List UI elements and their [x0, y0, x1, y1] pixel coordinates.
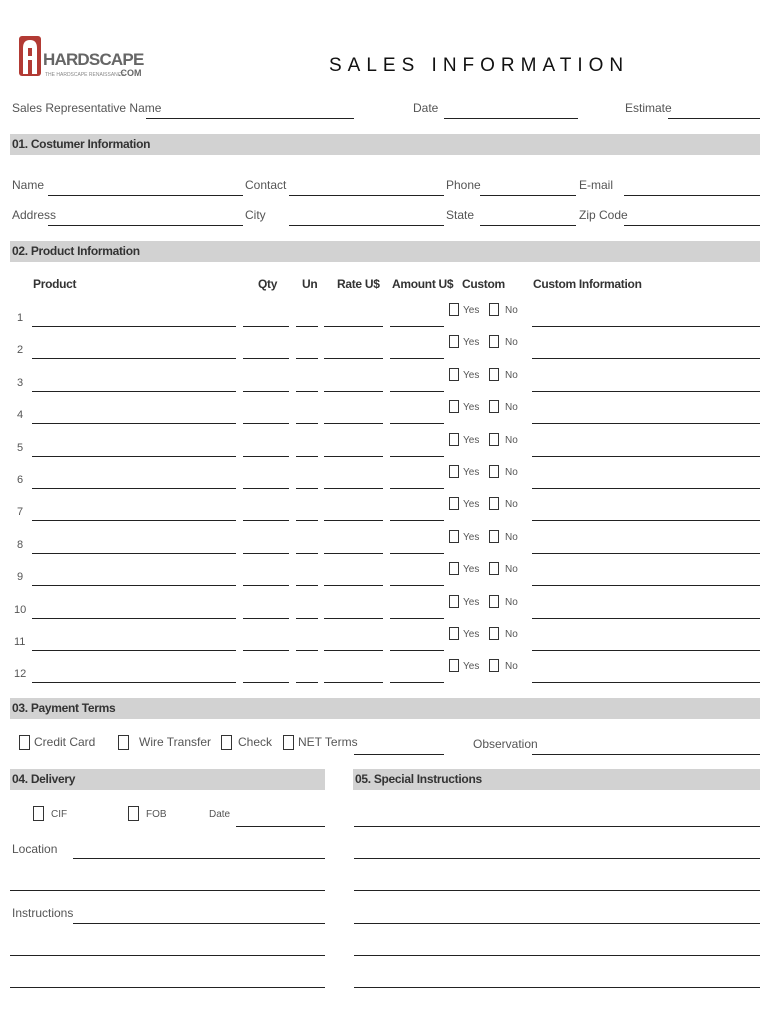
un-field[interactable]	[296, 488, 318, 489]
credit-card-checkbox[interactable]	[19, 735, 30, 750]
section-product-header	[10, 241, 760, 262]
custom-no-label: No	[505, 305, 518, 316]
section-customer-header	[10, 134, 760, 155]
amount-field[interactable]	[390, 391, 444, 392]
section-delivery-header	[10, 769, 325, 790]
svg-text:THE HARDSCAPE RENAISSANCE: THE HARDSCAPE RENAISSANCE	[45, 72, 125, 78]
wire-transfer-label: Wire Transfer	[139, 735, 212, 749]
amount-field[interactable]	[390, 585, 444, 586]
un-field[interactable]	[296, 650, 318, 651]
email-field[interactable]	[624, 195, 760, 196]
custom-yes-label: Yes	[463, 661, 480, 672]
amount-field[interactable]	[390, 326, 444, 327]
custom-yes-checkbox[interactable]	[449, 368, 459, 381]
custom-yes-label: Yes	[463, 305, 480, 316]
amount-field[interactable]	[390, 618, 444, 619]
fob-label: FOB	[146, 809, 167, 820]
custom-yes-checkbox[interactable]	[449, 335, 459, 348]
observation-label: Observation	[473, 737, 538, 751]
un-field[interactable]	[296, 326, 318, 327]
estimate-field[interactable]	[668, 118, 760, 119]
city-field[interactable]	[289, 225, 444, 226]
special-instructions-line[interactable]	[354, 890, 760, 891]
custom-no-checkbox[interactable]	[489, 659, 499, 672]
custom-no-label: No	[505, 532, 518, 543]
rep-name-field[interactable]	[146, 118, 354, 119]
un-field[interactable]	[296, 391, 318, 392]
custom-yes-checkbox[interactable]	[449, 530, 459, 543]
custom-yes-checkbox[interactable]	[449, 659, 459, 672]
instructions-label: Instructions	[12, 906, 74, 920]
col-rate: Rate U$	[337, 277, 380, 291]
un-field[interactable]	[296, 682, 318, 683]
row-number: 8	[17, 539, 24, 551]
custom-no-label: No	[505, 629, 518, 640]
product-field[interactable]	[32, 553, 236, 554]
custom-info-field[interactable]	[532, 585, 760, 586]
delivery-date-field[interactable]	[236, 826, 325, 827]
qty-field[interactable]	[243, 456, 289, 457]
contact-field[interactable]	[289, 195, 444, 196]
special-instructions-line[interactable]	[354, 826, 760, 827]
qty-field[interactable]	[243, 520, 289, 521]
state-label: State	[446, 208, 475, 222]
section-title: 02. Product Information	[12, 244, 140, 258]
custom-yes-checkbox[interactable]	[449, 303, 459, 316]
instructions-field-line2[interactable]	[10, 955, 325, 956]
custom-no-label: No	[505, 499, 518, 510]
row-number: 3	[17, 377, 24, 389]
svg-text:.COM: .COM	[118, 68, 142, 78]
special-instructions-line[interactable]	[354, 923, 760, 924]
section-title: 03. Payment Terms	[12, 701, 116, 715]
rate-field[interactable]	[324, 358, 383, 359]
un-field[interactable]	[296, 618, 318, 619]
custom-no-checkbox[interactable]	[489, 562, 499, 575]
rate-field[interactable]	[324, 650, 383, 651]
col-product: Product	[33, 277, 77, 291]
amount-field[interactable]	[390, 650, 444, 651]
custom-no-checkbox[interactable]	[489, 497, 499, 510]
delivery-date-label: Date	[209, 809, 231, 820]
rate-field[interactable]	[324, 423, 383, 424]
product-field[interactable]	[32, 456, 236, 457]
cif-checkbox[interactable]	[33, 806, 44, 821]
custom-info-field[interactable]	[532, 456, 760, 457]
un-field[interactable]	[296, 358, 318, 359]
custom-no-checkbox[interactable]	[489, 335, 499, 348]
section-title: 05. Special Instructions	[355, 772, 482, 786]
page-title: SALES INFORMATION	[329, 55, 630, 76]
custom-yes-checkbox[interactable]	[449, 595, 459, 608]
credit-card-label: Credit Card	[34, 735, 96, 749]
city-label: City	[245, 208, 266, 222]
rate-field[interactable]	[324, 456, 383, 457]
product-field[interactable]	[32, 682, 236, 683]
location-field[interactable]	[73, 858, 325, 859]
estimate-label: Estimate	[625, 101, 672, 115]
net-terms-checkbox[interactable]	[283, 735, 294, 750]
product-field[interactable]	[32, 488, 236, 489]
custom-info-field[interactable]	[532, 326, 760, 327]
section-payment-header	[10, 698, 760, 719]
location-label: Location	[12, 842, 58, 856]
custom-no-label: No	[505, 467, 518, 478]
rate-field[interactable]	[324, 553, 383, 554]
custom-no-label: No	[505, 564, 518, 575]
rate-field[interactable]	[324, 682, 383, 683]
date-field[interactable]	[444, 118, 578, 119]
custom-no-checkbox[interactable]	[489, 595, 499, 608]
zip-field[interactable]	[624, 225, 760, 226]
product-field[interactable]	[32, 650, 236, 651]
state-field[interactable]	[480, 225, 576, 226]
row-number: 12	[14, 668, 27, 680]
qty-field[interactable]	[243, 358, 289, 359]
product-field[interactable]	[32, 423, 236, 424]
amount-field[interactable]	[390, 553, 444, 554]
qty-field[interactable]	[243, 682, 289, 683]
phone-field[interactable]	[480, 195, 576, 196]
col-custom-info: Custom Information	[533, 277, 642, 291]
row-number: 5	[17, 442, 24, 454]
qty-field[interactable]	[243, 650, 289, 651]
net-terms-label: NET Terms	[298, 735, 358, 749]
row-number: 11	[14, 636, 26, 648]
name-label: Name	[12, 178, 45, 192]
col-amount: Amount U$	[392, 277, 454, 291]
rate-field[interactable]	[324, 391, 383, 392]
custom-yes-checkbox[interactable]	[449, 433, 459, 446]
custom-yes-checkbox[interactable]	[449, 400, 459, 413]
custom-yes-label: Yes	[463, 467, 480, 478]
svg-text:HARDSCAPE: HARDSCAPE	[43, 50, 144, 69]
custom-info-field[interactable]	[532, 391, 760, 392]
zip-label: Zip Code	[579, 208, 628, 222]
un-field[interactable]	[296, 520, 318, 521]
product-field[interactable]	[32, 618, 236, 619]
product-field[interactable]	[32, 520, 236, 521]
rate-field[interactable]	[324, 488, 383, 489]
custom-no-label: No	[505, 435, 518, 446]
un-field[interactable]	[296, 423, 318, 424]
qty-field[interactable]	[243, 585, 289, 586]
custom-no-label: No	[505, 661, 518, 672]
row-number: 4	[17, 409, 24, 421]
custom-no-checkbox[interactable]	[489, 530, 499, 543]
address-field[interactable]	[48, 225, 243, 226]
fob-checkbox[interactable]	[128, 806, 139, 821]
custom-no-label: No	[505, 370, 518, 381]
custom-yes-checkbox[interactable]	[449, 562, 459, 575]
rate-field[interactable]	[324, 326, 383, 327]
custom-info-field[interactable]	[532, 423, 760, 424]
name-field[interactable]	[48, 195, 243, 196]
row-number: 2	[17, 344, 24, 356]
custom-info-field[interactable]	[532, 618, 760, 619]
qty-field[interactable]	[243, 488, 289, 489]
row-number: 10	[14, 604, 27, 616]
col-qty: Qty	[258, 277, 278, 291]
custom-yes-label: Yes	[463, 435, 480, 446]
section-title: 04. Delivery	[12, 772, 76, 786]
custom-yes-label: Yes	[463, 499, 480, 510]
qty-field[interactable]	[243, 391, 289, 392]
custom-no-checkbox[interactable]	[489, 303, 499, 316]
custom-info-field[interactable]	[532, 488, 760, 489]
special-instructions-line[interactable]	[354, 987, 760, 988]
custom-yes-label: Yes	[463, 629, 480, 640]
section-title: 01. Costumer Information	[12, 137, 151, 151]
rate-field[interactable]	[324, 520, 383, 521]
company-logo	[17, 34, 144, 84]
date-label: Date	[413, 101, 439, 115]
product-field[interactable]	[32, 391, 236, 392]
amount-field[interactable]	[390, 520, 444, 521]
instructions-field[interactable]	[73, 923, 325, 924]
custom-yes-label: Yes	[463, 532, 480, 543]
amount-field[interactable]	[390, 423, 444, 424]
custom-info-field[interactable]	[532, 650, 760, 651]
rate-field[interactable]	[324, 585, 383, 586]
wire-transfer-checkbox[interactable]	[118, 735, 129, 750]
check-label: Check	[238, 735, 273, 749]
cif-label: CIF	[51, 809, 68, 820]
product-field[interactable]	[32, 585, 236, 586]
custom-no-label: No	[505, 597, 518, 608]
amount-field[interactable]	[390, 456, 444, 457]
amount-field[interactable]	[390, 682, 444, 683]
location-field-line2[interactable]	[10, 890, 325, 891]
instructions-field-line3[interactable]	[10, 987, 325, 988]
custom-no-checkbox[interactable]	[489, 433, 499, 446]
rep-name-label: Sales Representative Name	[12, 101, 162, 115]
product-field[interactable]	[32, 326, 236, 327]
col-custom: Custom	[462, 277, 505, 291]
check-checkbox[interactable]	[221, 735, 232, 750]
custom-no-checkbox[interactable]	[489, 368, 499, 381]
custom-no-label: No	[505, 402, 518, 413]
custom-info-field[interactable]	[532, 358, 760, 359]
custom-yes-checkbox[interactable]	[449, 497, 459, 510]
row-number: 7	[17, 506, 24, 518]
contact-label: Contact	[245, 178, 287, 192]
custom-info-field[interactable]	[532, 553, 760, 554]
custom-yes-checkbox[interactable]	[449, 627, 459, 640]
custom-no-label: No	[505, 337, 518, 348]
phone-label: Phone	[446, 178, 481, 192]
custom-yes-label: Yes	[463, 402, 480, 413]
email-label: E-mail	[579, 178, 614, 192]
amount-field[interactable]	[390, 358, 444, 359]
row-number: 1	[17, 312, 24, 324]
custom-info-field[interactable]	[532, 520, 760, 521]
qty-field[interactable]	[243, 553, 289, 554]
custom-yes-label: Yes	[463, 597, 480, 608]
product-field[interactable]	[32, 358, 236, 359]
section-special-instructions-header	[353, 769, 760, 790]
address-label: Address	[12, 208, 57, 222]
custom-yes-label: Yes	[463, 337, 480, 348]
custom-no-checkbox[interactable]	[489, 627, 499, 640]
custom-info-field[interactable]	[532, 682, 760, 683]
custom-yes-label: Yes	[463, 370, 480, 381]
amount-field[interactable]	[390, 488, 444, 489]
row-number: 6	[17, 474, 24, 486]
rate-field[interactable]	[324, 618, 383, 619]
col-un: Un	[302, 277, 318, 291]
qty-field[interactable]	[243, 618, 289, 619]
un-field[interactable]	[296, 585, 318, 586]
un-field[interactable]	[296, 456, 318, 457]
net-terms-field[interactable]	[354, 754, 444, 755]
qty-field[interactable]	[243, 326, 289, 327]
special-instructions-line[interactable]	[354, 955, 760, 956]
custom-yes-label: Yes	[463, 564, 480, 575]
custom-yes-checkbox[interactable]	[449, 465, 459, 478]
custom-no-checkbox[interactable]	[489, 400, 499, 413]
observation-field[interactable]	[532, 754, 760, 755]
row-number: 9	[17, 571, 24, 583]
qty-field[interactable]	[243, 423, 289, 424]
custom-no-checkbox[interactable]	[489, 465, 499, 478]
special-instructions-line[interactable]	[354, 858, 760, 859]
un-field[interactable]	[296, 553, 318, 554]
